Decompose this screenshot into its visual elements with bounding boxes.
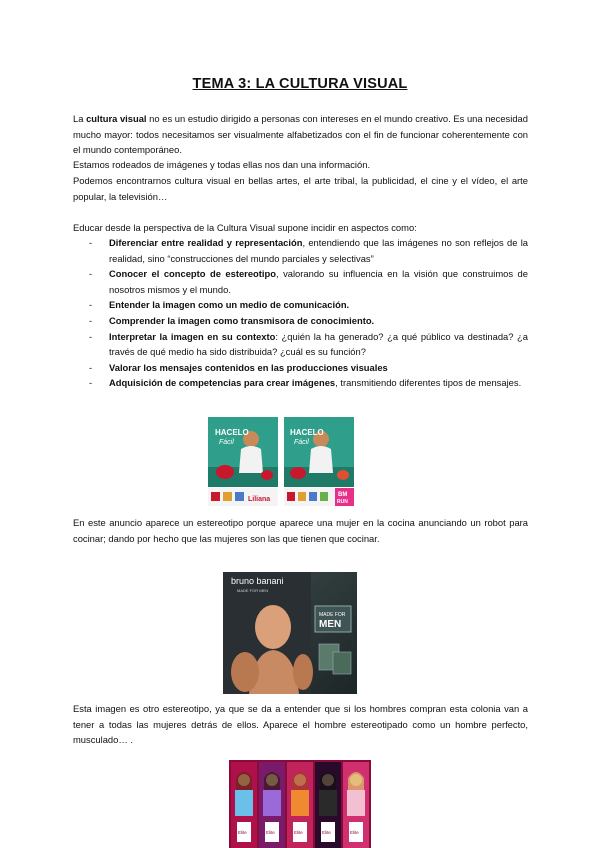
ad2-tagline: MADE FOR MEN: [237, 588, 269, 593]
list-item: [73, 313, 528, 329]
list-item-text: : ¿quién la ha generado? ¿a qué público va destinada? ¿a través de qué medio ha sido distribuida? ¿cuál es su función?: [109, 330, 528, 358]
list-item: [73, 360, 528, 376]
ad3-label: Elite: [294, 830, 303, 835]
intro-paragraph-3: Podemos encontrarnos cultura visual en bellas artes, el arte tribal, la publicidad, el cine y el vídeo, el arte popular, la televisión…: [73, 175, 528, 202]
list-dash: -: [89, 237, 93, 248]
ad1-left-headline: HACELO: [215, 428, 249, 437]
list-item-text: , valorando su influencia en la visión que construimos de nosotros mismos y el mundo.: [109, 268, 528, 295]
list-item-bold: Diferenciar entre realidad y representación: [109, 237, 303, 248]
ad1-right-headline: HACELO: [290, 428, 324, 437]
ad3-label: Elite: [350, 830, 359, 835]
ad1-brand-logo: Liliana: [248, 496, 271, 503]
ad1-left-subhead: Fácil: [219, 439, 234, 446]
list-item-bold: Interpretar la imagen en su contexto: [109, 330, 276, 342]
list-item: [73, 235, 528, 266]
ad1-badge: BM: [338, 492, 348, 498]
kitchen-robot-ad-svg: [203, 415, 358, 510]
list-item-text: , transmitiendo diferentes tipos de mensajes.: [335, 377, 522, 389]
detergent-ad-svg: [229, 760, 371, 848]
kitchen-robot-ad-image: [203, 415, 358, 510]
list-item-bold: Conocer el concepto de estereotipo: [109, 268, 276, 280]
ad3-label: Elite: [266, 830, 275, 835]
list-item-bold: Entender la imagen como un medio de comunicación.: [109, 299, 350, 311]
list-item: [73, 297, 528, 313]
ad3-label: Elite: [322, 830, 331, 835]
list-dash: -: [89, 299, 93, 311]
educar-intro: Educar desde la perspectiva de la Cultura Visual supone incidir en aspectos como:: [73, 222, 417, 233]
ad2-caption: Esta imagen es otro estereotipo, ya que se da a entender que si los hombres compran esta colonia van a tener a todas las mujeres detrás de ellos. Aparece el hombre estereotipado como un hombre perfecto, musculado… .: [73, 703, 528, 746]
list-item-bold: Valorar los mensajes contenidos en las producciones visuales: [109, 361, 388, 373]
list-item: [73, 375, 528, 391]
ad1-badge-sub: RUN: [337, 499, 348, 505]
aspects-list: [73, 235, 528, 391]
list-item-text: , entendiendo que las imágenes no son reflejos de la realidad, sino “construcciones del mundo parciales y selectivas”: [109, 237, 528, 264]
list-dash: -: [89, 330, 93, 342]
cologne-ad-svg: [223, 572, 357, 694]
intro-text-post: no es un estudio dirigido a personas con intereses en el mundo creativo. Es una necesidad mucho mayor: todos necesitamos ser visualmente alfabetizados con el fin de funcionar coherentemente con el mundo contemporáneo.: [73, 113, 528, 156]
intro-bold-term: cultura visual: [86, 113, 147, 124]
ad2-badge-line1: MADE FOR: [319, 612, 346, 618]
intro-paragraph-2: Estamos rodeados de imágenes y todas ellas nos dan una información.: [73, 159, 371, 170]
list-item: [73, 266, 528, 297]
ad2-badge-line2: MEN: [319, 619, 342, 630]
list-item-bold: Adquisición de competencias para crear imágenes: [109, 377, 336, 389]
ad3-label: Elite: [238, 830, 247, 835]
list-dash: -: [89, 361, 93, 373]
list-item-bold: Comprender la imagen como transmisora de conocimiento.: [109, 314, 375, 326]
ad2-brand-logo: bruno banani: [231, 576, 284, 586]
ad1-right-subhead: Fácil: [294, 439, 309, 446]
detergent-ad-image: [229, 760, 371, 848]
list-dash: -: [89, 268, 93, 280]
intro-text-pre: La: [73, 113, 87, 124]
intro-paragraph: [73, 111, 528, 158]
list-item: [73, 329, 528, 360]
list-dash: -: [89, 314, 93, 326]
list-dash: -: [89, 377, 93, 389]
page-title: TEMA 3: LA CULTURA VISUAL: [192, 76, 408, 92]
cologne-ad-image: [223, 572, 357, 694]
ad1-caption: En este anuncio aparece un estereotipo porque aparece una mujer en la cocina anunciando un robot para cocinar; dando por hecho que las mujeres son las que tienen que cocinar.: [73, 517, 528, 544]
